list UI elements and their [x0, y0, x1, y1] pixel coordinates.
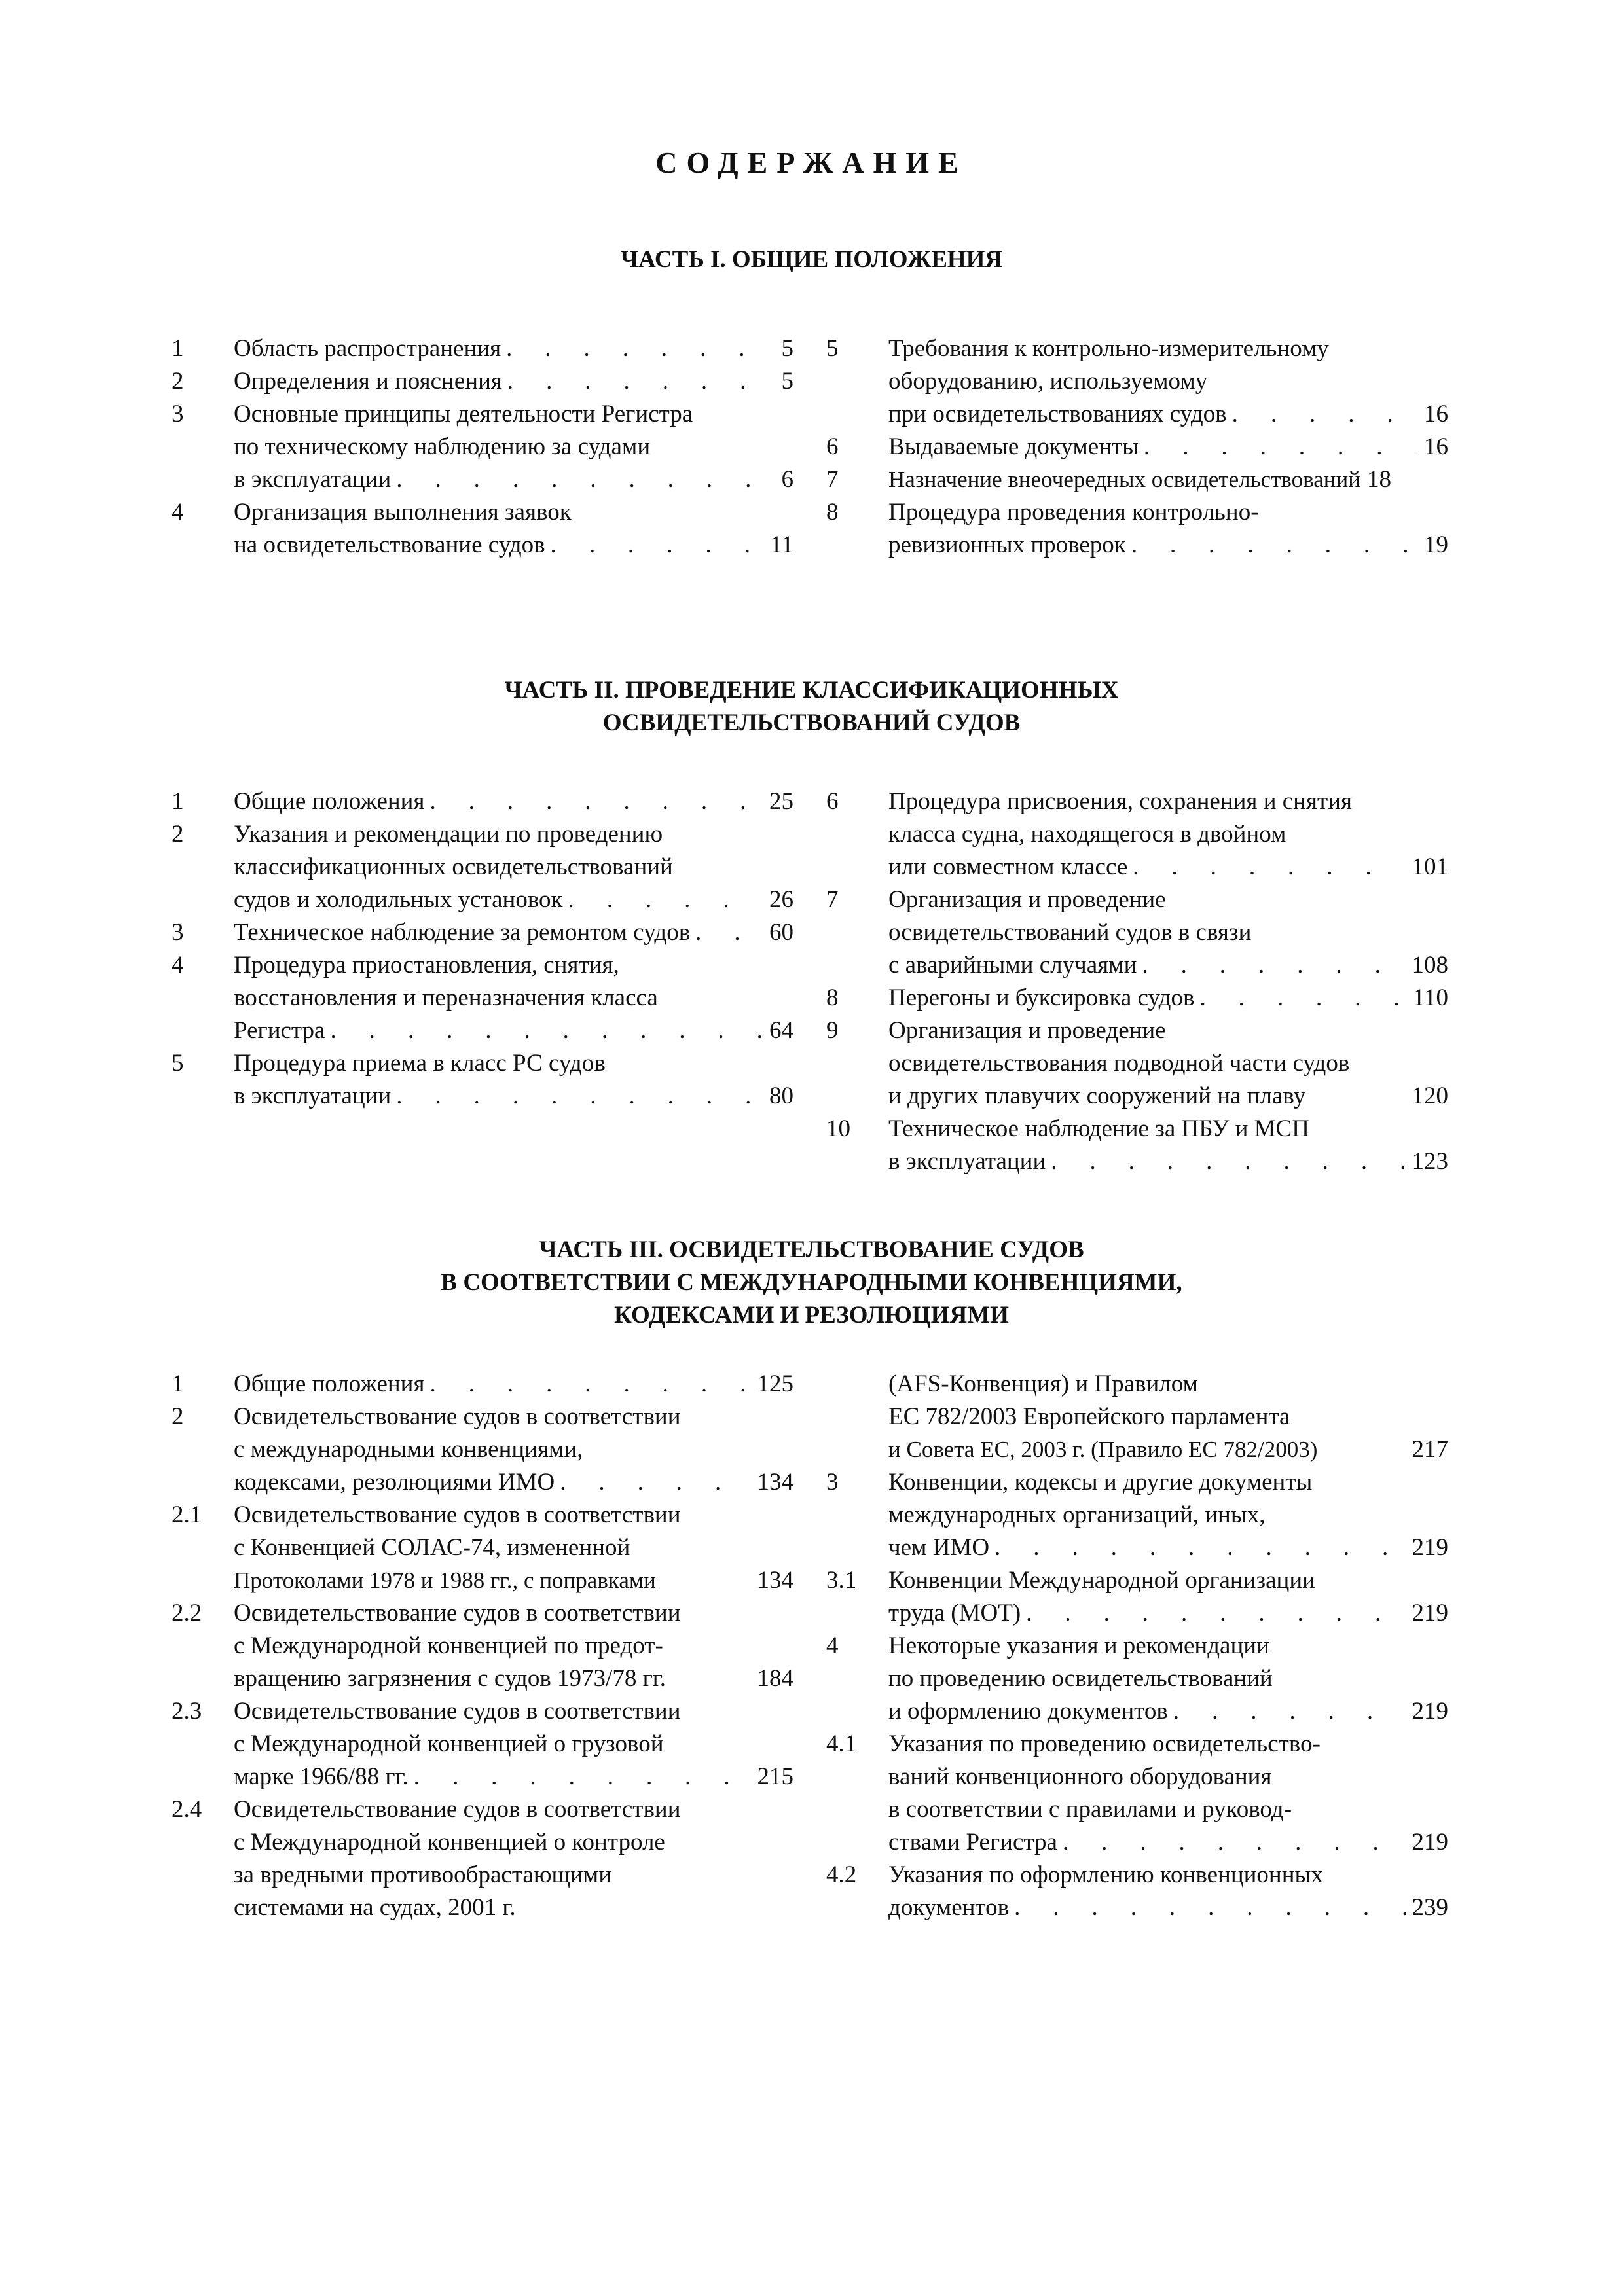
toc-page: 215 — [757, 1763, 793, 1790]
toc-text: и Совета ЕС, 2003 г. (Правило ЕС 782/2003) — [888, 1437, 1318, 1462]
toc-page: 16 — [1424, 433, 1448, 460]
toc-leader — [989, 1532, 1405, 1564]
toc-page: 18 — [1366, 466, 1391, 493]
toc-entry[interactable] — [172, 1047, 793, 1113]
toc-page: 108 — [1412, 952, 1448, 978]
toc-leader — [424, 1368, 750, 1401]
toc-text: восстановления и переназначения класса — [234, 984, 658, 1011]
toc-number: 5 — [826, 335, 839, 362]
toc-text: Основные принципы деятельности Регистра — [234, 401, 693, 427]
toc-entry[interactable] — [826, 463, 1448, 496]
toc-entry[interactable] — [826, 1014, 1448, 1113]
toc-leader — [1227, 398, 1417, 431]
part-3-toc-right — [826, 1368, 1448, 1924]
toc-page: 217 — [1412, 1436, 1448, 1463]
toc-text: Освидетельствование судов в соответствии — [234, 1796, 681, 1823]
toc-entry[interactable] — [172, 818, 793, 916]
toc-entry[interactable] — [172, 1368, 793, 1401]
toc-entry[interactable] — [826, 1564, 1448, 1630]
toc-text: ревизионных проверок — [888, 531, 1126, 558]
toc-number: 2.4 — [172, 1796, 202, 1823]
toc-text: с аварийными случаями — [888, 952, 1137, 978]
toc-text: с Международной конвенцией о грузовой — [234, 1731, 664, 1757]
toc-text: документов — [888, 1894, 1010, 1921]
toc-page: 184 — [757, 1665, 793, 1692]
part-1-toc-right — [826, 332, 1448, 562]
toc-page: 19 — [1424, 531, 1448, 558]
toc-text: Техническое наблюдение за ПБУ и МСП — [888, 1115, 1309, 1142]
toc-text: Конвенции Международной организации — [888, 1567, 1315, 1594]
toc-entry[interactable] — [172, 1695, 793, 1793]
toc-leader — [555, 1466, 750, 1499]
part-1-heading-line: ЧАСТЬ I. ОБЩИЕ ПОЛОЖЕНИЯ — [620, 246, 1003, 273]
toc-text: Протоколами 1978 и 1988 гг., с поправками — [234, 1568, 656, 1593]
toc-number: 5 — [172, 1050, 184, 1077]
toc-page: 26 — [769, 886, 793, 913]
toc-text: Выдаваемые документы — [888, 433, 1139, 460]
toc-text: Процедура проведения контрольно- — [888, 499, 1259, 526]
toc-page: 120 — [1412, 1083, 1448, 1109]
toc-number: 6 — [826, 788, 839, 815]
toc-text: освидетельствования подводной части судов — [888, 1050, 1350, 1077]
toc-number: 3 — [172, 919, 184, 946]
toc-page: 239 — [1412, 1894, 1448, 1921]
toc-text: в эксплуатации — [234, 466, 392, 493]
toc-entry[interactable] — [826, 496, 1448, 562]
toc-entry[interactable] — [172, 1401, 793, 1499]
toc-number: 2 — [172, 821, 184, 848]
toc-text: кодексами, резолюциями ИМО — [234, 1469, 555, 1496]
toc-text: ЕС 782/2003 Европейского парламента — [888, 1403, 1290, 1430]
toc-leader — [1009, 1892, 1405, 1924]
toc-text: Общие положения — [234, 1371, 425, 1397]
toc-text: Процедура присвоения, сохранения и снятия — [888, 788, 1352, 815]
toc-number: 9 — [826, 1017, 839, 1044]
toc-leader — [1057, 1826, 1406, 1859]
part-2-heading-line: ОСВИДЕТЕЛЬСТВОВАНИЙ СУДОВ — [602, 709, 1021, 736]
toc-number: 4 — [826, 1632, 839, 1659]
toc-text: международных организаций, иных, — [888, 1501, 1266, 1528]
toc-text: в соответствии с правилами и руковод- — [888, 1796, 1292, 1823]
toc-text: Общие положения — [234, 788, 425, 815]
toc-leader — [391, 1080, 763, 1113]
toc-text: ствами Регистра — [888, 1829, 1057, 1856]
toc-number: 4.2 — [826, 1861, 857, 1888]
toc-leader — [1126, 529, 1417, 562]
toc-number: 1 — [172, 335, 184, 362]
toc-entry[interactable] — [172, 1499, 793, 1597]
part-3-heading-line: В СООТВЕТСТВИИ С МЕЖДУНАРОДНЫМИ КОНВЕНЦИЯМИ, — [441, 1269, 1182, 1296]
toc-leader — [501, 332, 775, 365]
toc-entry[interactable] — [826, 1859, 1448, 1924]
part-2-heading-line: ЧАСТЬ II. ПРОВЕДЕНИЕ КЛАССИФИКАЦИОННЫХ — [504, 677, 1119, 704]
toc-page: 5 — [781, 368, 793, 395]
toc-number: 3 — [172, 401, 184, 427]
toc-text: по проведению освидетельствований — [888, 1665, 1273, 1692]
toc-page: 219 — [1412, 1600, 1448, 1626]
toc-number: 1 — [172, 788, 184, 815]
toc-page: 134 — [757, 1567, 793, 1594]
toc-text: в эксплуатации — [888, 1148, 1046, 1175]
toc-text: Некоторые указания и рекомендации — [888, 1632, 1269, 1659]
toc-leader — [409, 1761, 751, 1793]
toc-page: 80 — [769, 1083, 793, 1109]
toc-text: Указания и рекомендации по проведению — [234, 821, 663, 848]
toc-entry[interactable] — [826, 1466, 1448, 1564]
toc-text: вращению загрязнения с судов 1973/78 гг. — [234, 1665, 666, 1692]
toc-text: (AFS-Конвенция) и Правилом — [888, 1371, 1198, 1397]
toc-entry[interactable] — [172, 365, 793, 398]
toc-entry[interactable] — [172, 1597, 793, 1695]
toc-leader — [1021, 1597, 1405, 1630]
toc-number: 2.2 — [172, 1600, 202, 1626]
toc-entry[interactable] — [826, 1630, 1448, 1728]
toc-page: 60 — [769, 919, 793, 946]
part-3-heading-line: КОДЕКСАМИ И РЕЗОЛЮЦИЯМИ — [614, 1302, 1009, 1329]
toc-page: 219 — [1412, 1829, 1448, 1856]
part-3-heading — [0, 1234, 1623, 1332]
toc-number: 10 — [826, 1115, 850, 1142]
toc-page: 110 — [1412, 984, 1448, 1011]
toc-page: 25 — [769, 788, 793, 815]
toc-entry[interactable] — [826, 1368, 1448, 1466]
toc-leader — [424, 785, 763, 818]
toc-entry[interactable] — [826, 982, 1448, 1014]
toc-entry[interactable] — [172, 785, 793, 818]
toc-number: 4 — [172, 499, 184, 526]
toc-entry[interactable] — [172, 332, 793, 365]
toc-entry[interactable] — [172, 949, 793, 1047]
toc-leader — [1137, 949, 1405, 982]
toc-text: марке 1966/88 гг. — [234, 1763, 409, 1790]
toc-text: с Конвенцией СОЛАС-74, измененной — [234, 1534, 630, 1561]
toc-text: Освидетельствование судов в соответствии — [234, 1600, 681, 1626]
toc-text: Перегоны и буксировка судов — [888, 984, 1195, 1011]
toc-text: Процедура приема в класс РС судов — [234, 1050, 606, 1077]
toc-text: на освидетельствование судов — [234, 531, 545, 558]
toc-number: 8 — [826, 984, 839, 1011]
toc-page: 5 — [781, 335, 793, 362]
part-2-toc-right — [826, 785, 1448, 1178]
toc-text: Регистра — [234, 1017, 325, 1044]
toc-text: Область распространения — [234, 335, 501, 362]
toc-entry[interactable] — [172, 398, 793, 496]
toc-entry[interactable] — [826, 431, 1448, 463]
part-1-heading — [0, 243, 1623, 276]
toc-page: 64 — [769, 1017, 793, 1044]
toc-entry[interactable] — [826, 1113, 1448, 1178]
toc-leader — [563, 884, 763, 916]
toc-text: Организация и проведение — [888, 1017, 1166, 1044]
toc-text: в эксплуатации — [234, 1083, 392, 1109]
toc-text: при освидетельствованиях судов — [888, 401, 1227, 427]
toc-number: 7 — [826, 886, 839, 913]
toc-text: освидетельствований судов в связи — [888, 919, 1252, 946]
toc-page: 123 — [1412, 1148, 1448, 1175]
toc-number: 2 — [172, 368, 184, 395]
toc-text: с Международной конвенцией по предот- — [234, 1632, 663, 1659]
toc-page: 16 — [1424, 401, 1448, 427]
toc-entry[interactable] — [172, 496, 793, 562]
page-title: СОДЕРЖАНИЕ — [655, 146, 968, 179]
toc-leader — [1127, 851, 1405, 884]
toc-number: 3 — [826, 1469, 839, 1496]
toc-number: 2 — [172, 1403, 184, 1430]
toc-page: 101 — [1412, 853, 1448, 880]
toc-text: класса судна, находящегося в двойном — [888, 821, 1286, 848]
toc-text: по техническому наблюдению за судами — [234, 433, 651, 460]
toc-leader — [1194, 982, 1406, 1014]
toc-text: Освидетельствование судов в соответствии — [234, 1698, 681, 1725]
toc-entry[interactable] — [826, 1728, 1448, 1859]
toc-text: с международными конвенциями, — [234, 1436, 583, 1463]
toc-text: Указания по проведению освидетельство- — [888, 1731, 1321, 1757]
toc-text: или совместном классе — [888, 853, 1128, 880]
toc-text: Определения и пояснения — [234, 368, 502, 395]
toc-number: 4.1 — [826, 1731, 857, 1757]
toc-leader — [391, 463, 775, 496]
toc-page: 219 — [1412, 1698, 1448, 1725]
toc-text: Организация и проведение — [888, 886, 1166, 913]
toc-text: с Международной конвенцией о контроле — [234, 1829, 665, 1856]
toc-number: 6 — [826, 433, 839, 460]
toc-text: труда (МОТ) — [888, 1600, 1021, 1626]
toc-text: классификационных освидетельствований — [234, 853, 673, 880]
toc-text: Организация выполнения заявок — [234, 499, 572, 526]
toc-text: системами на судах, 2001 г. — [234, 1894, 516, 1921]
toc-text: оборудованию, используемому — [888, 368, 1208, 395]
toc-page: 219 — [1412, 1534, 1448, 1561]
toc-text: Указания по оформлению конвенционных — [888, 1861, 1323, 1888]
toc-number: 4 — [172, 952, 184, 978]
toc-number: 2.1 — [172, 1501, 202, 1528]
toc-number: 1 — [172, 1371, 184, 1397]
toc-leader — [1139, 431, 1417, 463]
toc-leader — [1168, 1695, 1406, 1728]
toc-entry[interactable] — [172, 916, 793, 949]
toc-number: 2.3 — [172, 1698, 202, 1725]
toc-page: 134 — [757, 1469, 793, 1496]
toc-leader — [545, 529, 764, 562]
toc-text: Конвенции, кодексы и другие документы — [888, 1469, 1313, 1496]
toc-leader — [502, 365, 775, 398]
toc-page: 6 — [781, 466, 793, 493]
part-2-toc-left — [172, 785, 793, 1113]
toc-text: и других плавучих сооружений на плаву — [888, 1083, 1306, 1109]
toc-text: Освидетельствование судов в соответствии — [234, 1501, 681, 1528]
toc-number: 3.1 — [826, 1567, 857, 1594]
toc-number: 8 — [826, 499, 839, 526]
toc-text: Требования к контрольно-измерительному — [888, 335, 1329, 362]
toc-text: Техническое наблюдение за ремонтом судов — [234, 919, 691, 946]
part-3-heading-line: ЧАСТЬ III. ОСВИДЕТЕЛЬСТВОВАНИЕ СУДОВ — [539, 1236, 1084, 1263]
toc-text: ваний конвенционного оборудования — [888, 1763, 1272, 1790]
toc-page: 125 — [757, 1371, 793, 1397]
toc-text: за вредными противообрастающими — [234, 1861, 612, 1888]
toc-page: 11 — [770, 531, 793, 558]
toc-text: судов и холодильных установок — [234, 886, 563, 913]
toc-leader — [690, 916, 763, 949]
toc-entry[interactable] — [826, 332, 1448, 431]
toc-text: Процедура приостановления, снятия, — [234, 952, 619, 978]
part-3-toc-left — [172, 1368, 793, 1924]
toc-text: и оформлению документов — [888, 1698, 1168, 1725]
toc-leader — [1046, 1145, 1405, 1178]
part-2-heading — [0, 674, 1623, 740]
toc-entry[interactable] — [826, 884, 1448, 982]
toc-text: чем ИМО — [888, 1534, 990, 1561]
part-1-toc-left — [172, 332, 793, 562]
toc-entry[interactable] — [172, 1793, 793, 1924]
toc-text: Освидетельствование судов в соответствии — [234, 1403, 681, 1430]
toc-text: Назначение внеочередных освидетельствований — [888, 467, 1360, 492]
toc-number: 7 — [826, 466, 839, 493]
toc-entry[interactable] — [826, 785, 1448, 884]
toc-leader — [325, 1014, 763, 1047]
